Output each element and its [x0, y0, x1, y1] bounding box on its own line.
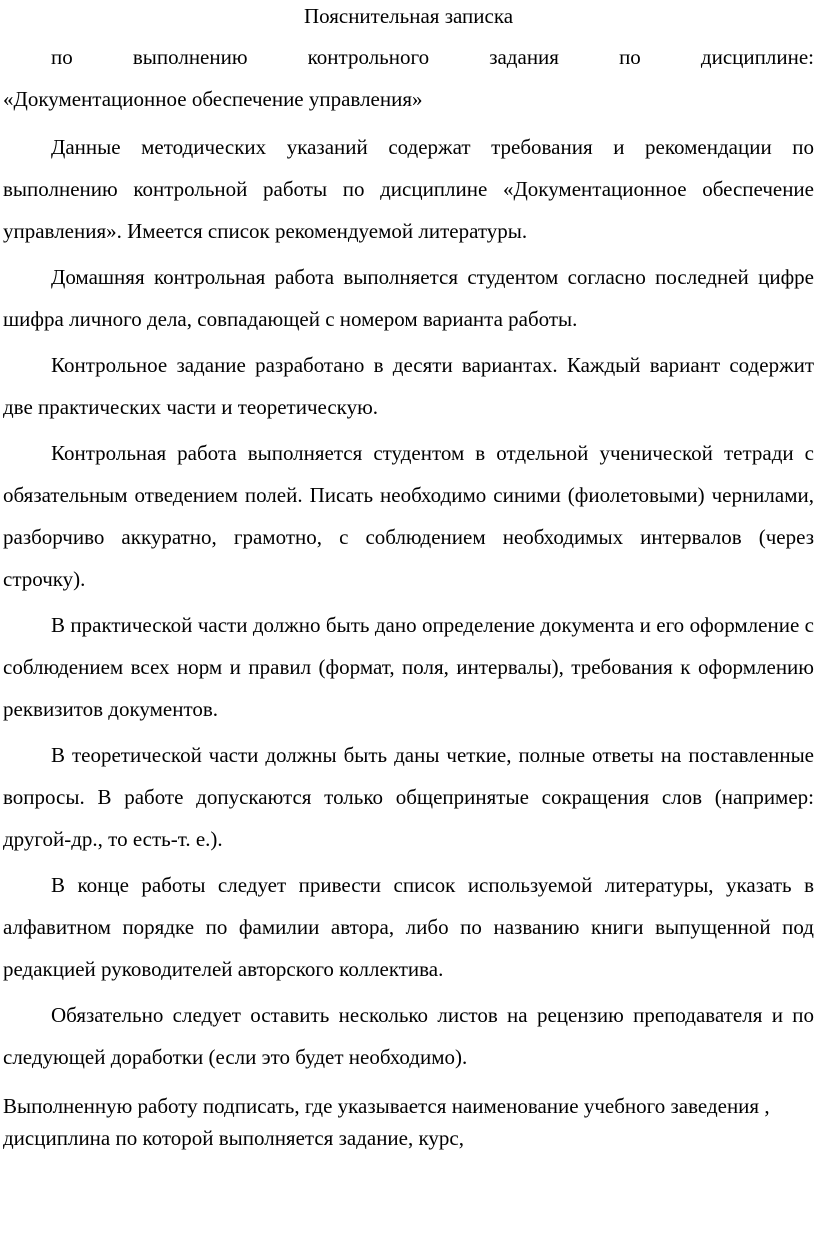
paragraph-4: Контрольная работа выполняется студентом в отдельной ученической тетради с обязательным отведением полей. Писать необходимо синими (фиолетовыми) чернилами, разборчиво аккуратно, грамотно, с соблюдением необходимых интервалов (через строчку).	[3, 441, 814, 591]
subtitle-line-2: «Документационное обеспечение управления»	[3, 87, 423, 111]
paragraph-5: В практической части должно быть дано определение документа и его оформление с соблюдением всех норм и правил (формат, поля, интервалы), требования к оформлению реквизитов документов.	[3, 613, 814, 721]
subtitle-line-1: по выполнению контрольного задания по дисциплине:	[51, 45, 814, 69]
paragraph-7: В конце работы следует привести список используемой литературы, указать в алфавитном порядке по фамилии автора, либо по названию книги выпущенной под редакцией руководителей авторского коллектива.	[3, 873, 814, 981]
paragraph-8: Обязательно следует оставить несколько листов на рецензию преподавателя и по следующей доработки (если это будет необходимо).	[3, 1003, 814, 1069]
paragraph-2: Домашняя контрольная работа выполняется студентом согласно последней цифре шифра личного дела, совпадающей с номером варианта работы.	[3, 265, 814, 331]
final-paragraph: Выполненную работу подписать, где указывается наименование учебного заведения , дисциплина по которой выполняется задание, курс,	[3, 1094, 770, 1150]
paragraph-3: Контрольное задание разработано в десяти вариантах. Каждый вариант содержит две практических части и теоретическую.	[3, 353, 814, 419]
paragraph-1: Данные методических указаний содержат требования и рекомендации по выполнению контрольной работы по дисциплине «Документационное обеспечение управления». Имеется список рекомендуемой литературы.	[3, 135, 814, 243]
paragraph-6: В теоретической части должны быть даны четкие, полные ответы на поставленные вопросы. В работе допускаются только общепринятые сокращения слов (например: другой-др., то есть-т. е.).	[3, 743, 814, 851]
page-title: Пояснительная записка	[303, 4, 514, 28]
